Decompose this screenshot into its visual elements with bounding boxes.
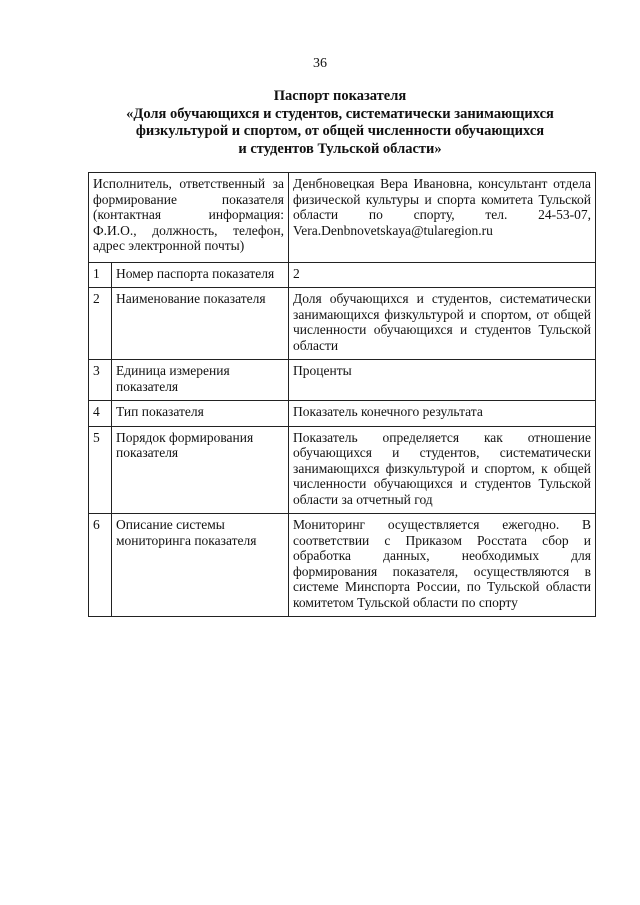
row-number: 2 <box>89 288 112 360</box>
passport-table <box>88 172 596 617</box>
row-value: 2 <box>289 262 596 288</box>
table-row <box>89 360 596 401</box>
row-name: Единица измерения показателя <box>112 360 289 401</box>
row-number: 1 <box>89 262 112 288</box>
row-name: Порядок формирования показателя <box>112 426 289 514</box>
table-row <box>89 288 596 360</box>
title-line-4: и студентов Тульской области» <box>238 140 442 157</box>
table-row <box>89 262 596 288</box>
contact-value: Денбновецкая Вера Ивановна, консультант отдела физической культуры и спорта комитета Тульской области по спорту, тел. 24-53-07, Vera.Denbnovetskaya@tularegion.ru <box>289 173 596 263</box>
table-row <box>89 401 596 427</box>
row-name: Описание системы мониторинга показателя <box>112 514 289 617</box>
title-line-1: Паспорт показателя <box>273 88 407 104</box>
title-line-2: «Доля обучающихся и студентов, систематически занимающихся <box>126 105 554 122</box>
row-name: Номер паспорта показателя <box>112 262 289 288</box>
row-value: Доля обучающихся и студентов, систематически занимающихся физкультурой и спортом, от общей численности обучающихся и студентов Тульской области <box>289 288 596 360</box>
row-value: Показатель определяется как отношение обучающихся и студентов, систематически занимающихся физкультурой и спортом, к общей численности обучающихся и студентов Тульской области за отчетный год <box>289 426 596 514</box>
table-row <box>89 514 596 617</box>
page-number: 36 <box>313 56 327 71</box>
table-row-contact <box>89 173 596 263</box>
table-row <box>89 426 596 514</box>
title-line-3: физкультурой и спортом, от общей численности обучающихся <box>135 123 545 139</box>
contact-label: Исполнитель, ответственный за формирование показателя (контактная информация: Ф.И.О., должность, телефон, адрес электронной почты) <box>89 173 289 263</box>
row-value: Показатель конечного результата <box>289 401 596 427</box>
row-number: 5 <box>89 426 112 514</box>
row-number: 6 <box>89 514 112 617</box>
row-number: 4 <box>89 401 112 427</box>
row-value: Мониторинг осуществляется ежегодно. В соответствии с Приказом Росстата сбор и обработка данных, необходимых для формирования показателя, осуществляются в системе Минспорта России, по Тульской области комитетом Тульской области по спорту <box>289 514 596 617</box>
document-title <box>60 88 620 158</box>
row-name: Тип показателя <box>112 401 289 427</box>
row-name: Наименование показателя <box>112 288 289 360</box>
row-number: 3 <box>89 360 112 401</box>
row-value: Проценты <box>289 360 596 401</box>
